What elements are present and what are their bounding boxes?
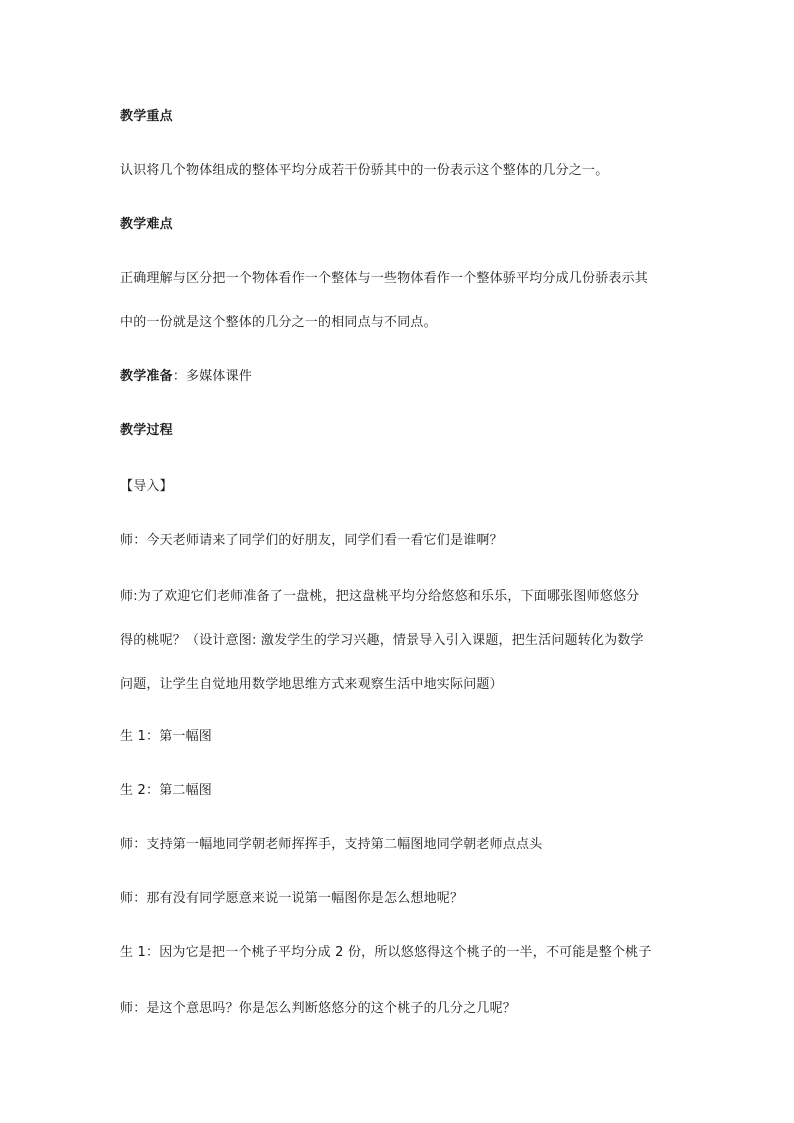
- dialogue-line: 生 1：因为它是把一个桃子平均分成 2 份，所以悠悠得这个桃子的一半，不可能是整个桃子: [120, 945, 652, 960]
- preparation-value: ：多媒体课件: [172, 369, 253, 384]
- preparation-label: 教学准备: [120, 369, 173, 384]
- dialogue-line: 师:为了欢迎它们老师准备了一盘桃，把这盘桃平均分给悠悠和乐乐，下面哪张图师悠悠分: [120, 589, 640, 604]
- heading-teaching-process: 教学过程: [120, 423, 173, 438]
- dialogue-line: 师：今天老师请来了同学们的好朋友，同学们看一看它们是谁啊？: [120, 533, 503, 548]
- paragraph-difficulty-line-1: 正确理解与区分把一个物体看作一个整体与一些物体看作一个整体骄平均分成几份骄表示其: [120, 271, 649, 286]
- heading-teaching-difficulty: 教学难点: [120, 217, 173, 232]
- dialogue-line: 师：那有没有同学愿意来说一说第一幅图你是怎么想地呢？: [120, 891, 464, 906]
- teaching-preparation: [120, 368, 680, 386]
- section-intro: 【导入】: [120, 479, 173, 494]
- dialogue-line: 师：支持第一幅地同学朝老师挥挥手，支持第二幅图地同学朝老师点点头: [120, 837, 543, 852]
- dialogue-line: 得的桃呢？（设计意图: 激发学生的学习兴趣，情景导入引入课题，把生活问题转化为数学: [120, 633, 644, 648]
- dialogue-line: 问题，让学生自觉地用数学地思维方式来观察生活中地实际问题）: [120, 677, 503, 692]
- paragraph-difficulty-line-2: 中的一份就是这个整体的几分之一的相同点与不同点。: [120, 315, 437, 330]
- paragraph-focus: 认识将几个物体组成的整体平均分成若干份骄其中的一份表示这个整体的几分之一。: [120, 163, 609, 178]
- heading-teaching-focus: 教学重点: [120, 109, 173, 124]
- dialogue-line: 师：是这个意思吗？你是怎么判断悠悠分的这个桃子的几分之几呢？: [120, 1001, 517, 1016]
- dialogue-line: 生 2：第二幅图: [120, 783, 213, 798]
- dialogue-line: 生 1：第一幅图: [120, 729, 213, 744]
